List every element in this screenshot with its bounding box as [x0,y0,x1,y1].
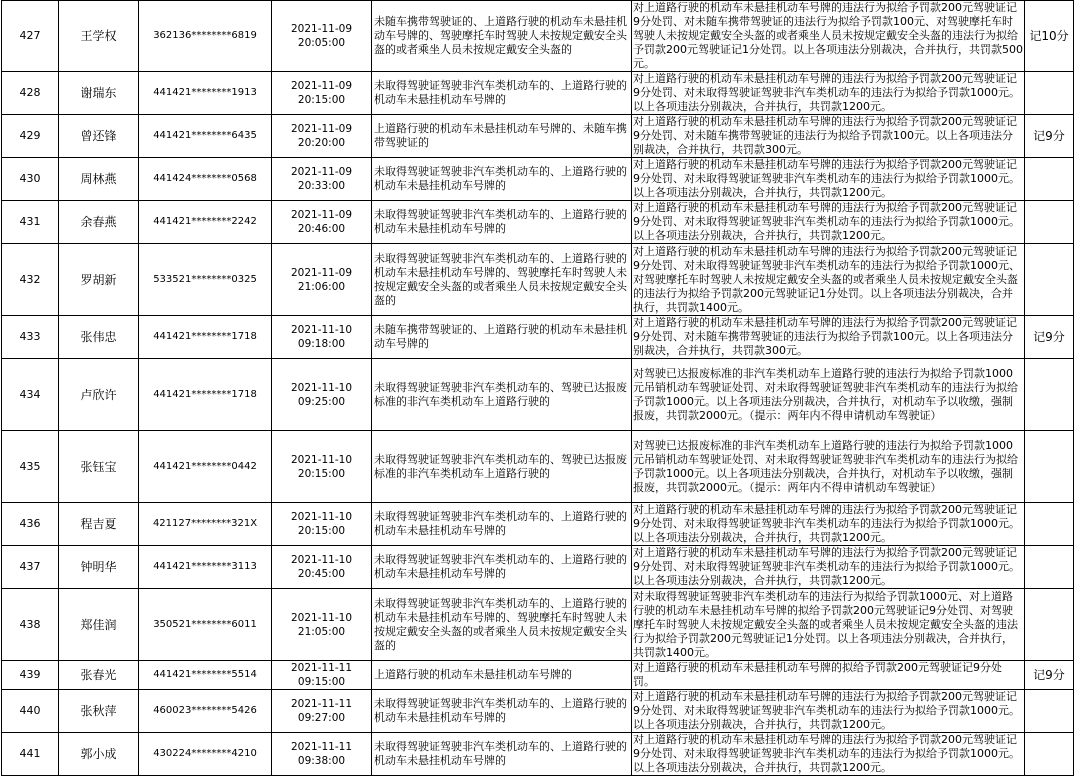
id-number-cell [139,546,272,589]
penalty-points: 记9分 [1033,668,1065,682]
id-number-cell [139,589,272,661]
row-number-cell [2,316,59,359]
id-number-cell [139,690,272,733]
violation-description: 未取得驾驶证驾驶非汽车类机动车的、上道路行驶的机动车未悬挂机动车号牌的 [374,553,627,580]
penalty-decision-cell [632,546,1025,589]
table-row [2,158,1074,201]
row-number: 435 [19,459,41,473]
violation-description-cell [372,359,632,431]
violation-date-cell [272,733,372,776]
person-name-cell [59,1,139,72]
violation-description: 未取得驾驶证驾驶非汽车类机动车的、上道路行驶的机动车未悬挂机动车号牌的、驾驶摩托车时驾驶人未按规定戴安全头盔的或者乘坐人员未按规定戴安全头盔的 [374,251,627,307]
person-name-cell [59,359,139,431]
date-text: 2021-11-09 [290,123,353,135]
violation-description-cell [372,690,632,733]
violation-description-cell [372,201,632,244]
time-text: 21:06:00 [297,280,346,293]
violation-date-cell [272,1,372,72]
violation-date-cell [272,201,372,244]
person-name: 张伟忠 [80,330,117,344]
violation-date-cell [272,72,372,115]
person-name: 曾还锋 [80,129,117,143]
penalty-decision-cell [632,1,1025,72]
penalty-decision-cell [632,431,1025,503]
id-number: 441421********2242 [153,216,257,227]
table-row [2,72,1074,115]
person-name: 张春光 [80,668,117,682]
time-text: 09:15:00 [297,676,346,688]
penalty-decision: 对驾驶已达报废标准的非汽车类机动车上道路行驶的违法行为拟给予罚款1000元吊销机动车驾驶证处罚、对未取得驾驶证驾驶非汽车类机动车的违法行为拟给予罚款1000元。以上各项违法分别裁决，合并执行，对机动车予以收缴，强制报废，共罚款2000元。（提示：两年内不得申请机动车驾驶证） [633,366,1018,422]
row-number: 434 [19,387,41,401]
violation-description-cell [372,316,632,359]
time-text: 09:38:00 [297,755,346,767]
person-name: 王学权 [80,29,117,43]
date-text: 2021-11-11 [290,698,353,710]
time-text: 20:33:00 [297,180,346,192]
person-name: 郑佳润 [80,617,117,632]
violation-description-cell [372,158,632,201]
row-number: 428 [19,86,41,99]
id-number-cell [139,244,272,316]
penalty-points: 记10分 [1029,29,1069,43]
row-number: 431 [19,215,41,228]
date-text: 2021-11-11 [290,662,353,674]
penalty-decision: 对上道路行驶的机动车未悬挂机动车号牌的拟给予罚款200元驾驶证记9分处罚。 [633,661,1002,688]
person-name-cell [59,661,139,690]
time-text: 20:05:00 [297,37,346,49]
table-row [2,431,1074,503]
person-name: 程吉夏 [80,517,117,531]
penalty-decision: 对上道路行驶的机动车未悬挂机动车号牌的违法行为拟给予罚款200元驾驶证记9分处罚、对未取得驾驶证驾驶非汽车类机动车的违法行为拟给予罚款1000元。以上各项违法分别裁决，合并执行，共罚款1200元。 [633,72,1020,113]
id-number: 441421********1718 [153,388,257,400]
date-text: 2021-11-10 [290,554,353,566]
table-row [2,733,1074,776]
penalty-points: 记9分 [1033,330,1065,344]
id-number-cell [139,661,272,690]
table-row [2,589,1074,661]
table-row [2,503,1074,546]
penalty-decision-cell [632,115,1025,158]
time-text: 09:25:00 [297,395,346,408]
row-number-cell [2,1,59,72]
row-number-cell [2,359,59,431]
violation-date-cell [272,431,372,503]
person-name-cell [59,690,139,733]
violation-description-cell [372,72,632,115]
id-number: 441421********3113 [153,561,257,572]
person-name-cell [59,546,139,589]
violation-description: 未取得驾驶证驾驶非汽车类机动车的、上道路行驶的机动车未悬挂机动车号牌的 [374,697,627,724]
violation-description-cell [372,733,632,776]
person-name: 罗胡新 [80,272,117,287]
id-number: 460023********5426 [153,705,257,716]
row-number: 427 [19,29,41,42]
row-number-cell [2,115,59,158]
id-number-cell [139,1,272,72]
row-number: 438 [19,617,41,631]
violation-description-cell [372,589,632,661]
person-name: 周林燕 [80,172,117,186]
table-row [2,661,1074,690]
table-row [2,1,1074,72]
date-text: 2021-11-10 [290,511,353,523]
person-name-cell [59,72,139,115]
penalty-points-cell [1025,316,1074,359]
penalty-points-cell [1025,733,1074,776]
violation-date-cell [272,503,372,546]
person-name: 张钰宝 [80,459,117,474]
id-number: 441424********0568 [153,173,257,184]
row-number: 430 [19,172,41,185]
penalty-decision: 对上道路行驶的机动车未悬挂机动车号牌的违法行为拟给予罚款200元驾驶证记9分处罚、对未随车携带驾驶证的违法行为拟给予罚款100元。以上各项违法分别裁决，合并执行，共罚款300元。 [633,316,1017,357]
violation-description: 未取得驾驶证驾驶非汽车类机动车的、驾驶已达报废标准的非汽车类机动车上道路行驶的 [374,380,627,408]
id-number-cell [139,359,272,431]
penalty-decision: 对上道路行驶的机动车未悬挂机动车号牌的违法行为拟给予罚款200元驾驶证记9分处罚、对未随车携带驾驶证的违法行为拟给予罚款100元、对驾驶摩托车时驾驶人未按规定戴安全头盔的或者乘坐人员未按规定戴安全头盔的违法行为拟给予罚款200元驾驶证记1分处罚。以上各项违法分别裁决，合并执行，共罚款500元。 [633,1,1023,70]
penalty-points-cell [1025,359,1074,431]
penalty-table [1,0,1074,776]
penalty-decision: 对上道路行驶的机动车未悬挂机动车号牌的违法行为拟给予罚款200元驾驶证记9分处罚、对未取得驾驶证驾驶非汽车类机动车的违法行为拟给予罚款1000元。以上各项违法分别裁决，合并执行，共罚款1200元。 [633,546,1020,587]
date-text: 2021-11-09 [290,266,353,279]
time-text: 09:27:00 [297,712,346,724]
penalty-decision: 对上道路行驶的机动车未悬挂机动车号牌的违法行为拟给予罚款200元驾驶证记9分处罚、对未取得驾驶证驾驶非汽车类机动车的违法行为拟给予罚款1000元、对驾驶摩托车时驾驶人未按规定戴安全头盔的或者乘坐人员未按规定戴安全头盔的违法行为拟给予罚款200元驾驶证记1分处罚。以上各项违法分别裁决，合并执行，共罚款1400元。 [633,244,1020,314]
id-number: 350521********6011 [153,618,257,630]
penalty-points-cell [1025,244,1074,316]
penalty-decision: 对上道路行驶的机动车未悬挂机动车号牌的违法行为拟给予罚款200元驾驶证记9分处罚、对未取得驾驶证驾驶非汽车类机动车的违法行为拟给予罚款1000元。以上各项违法分别裁决，合并执行，共罚款1200元。 [633,158,1020,199]
violation-description: 未取得驾驶证驾驶非汽车类机动车的、上道路行驶的机动车未悬挂机动车号牌的 [374,208,627,235]
penalty-decision: 对上道路行驶的机动车未悬挂机动车号牌的违法行为拟给予罚款200元驾驶证记9分处罚、对未取得驾驶证驾驶非汽车类机动车的违法行为拟给予罚款1000元。以上各项违法分别裁决，合并执行，共罚款1200元。 [633,733,1020,774]
row-number: 437 [19,560,41,573]
violation-description-cell [372,244,632,316]
id-number-cell [139,503,272,546]
penalty-points-cell [1025,158,1074,201]
penalty-decision-cell [632,733,1025,776]
date-text: 2021-11-09 [290,209,353,221]
violation-description: 未随车携带驾驶证的、上道路行驶的机动车未悬挂机动车号牌的 [374,323,627,350]
id-number-cell [139,115,272,158]
id-number: 441421********1718 [153,331,257,342]
penalty-decision-cell [632,244,1025,316]
table-row [2,546,1074,589]
person-name-cell [59,158,139,201]
person-name: 卢欣许 [80,387,117,402]
violation-date-cell [272,244,372,316]
table-row [2,201,1074,244]
penalty-decision-cell [632,72,1025,115]
row-number-cell [2,589,59,661]
row-number-cell [2,201,59,244]
row-number: 441 [19,747,41,760]
violation-description: 未取得驾驶证驾驶非汽车类机动车的、上道路行驶的机动车未悬挂机动车号牌的 [374,510,627,537]
penalty-decision: 对未取得驾驶证驾驶非汽车类机动车的违法行为拟给予罚款1000元、对上道路行驶的机动车未悬挂机动车号牌的拟给予罚款200元驾驶证记9分处罚、对驾驶摩托车时驾驶人未按规定戴安全头盔的或者乘坐人员未按规定戴安全头盔的违法行为拟给予罚款200元驾驶证记1分处罚。以上各项违法分别裁决，合并执行，共罚款1400元。 [633,589,1018,659]
violation-description: 未取得驾驶证驾驶非汽车类机动车的、上道路行驶的机动车未悬挂机动车号牌的、驾驶摩托车时驾驶人未按规定戴安全头盔的或者乘坐人员未按规定戴安全头盔的 [374,596,627,652]
row-number: 429 [19,129,41,142]
penalty-decision: 对上道路行驶的机动车未悬挂机动车号牌的违法行为拟给予罚款200元驾驶证记9分处罚、对未随车携带驾驶证的违法行为拟给予罚款100元。以上各项违法分别裁决，合并执行，共罚款300元。 [633,115,1017,156]
date-text: 2021-11-09 [290,166,353,178]
time-text: 21:05:00 [297,625,346,638]
table-row [2,244,1074,316]
id-number-cell [139,316,272,359]
person-name: 钟明华 [80,560,117,574]
id-number: 441421********5514 [153,669,257,680]
row-number-cell [2,733,59,776]
violation-description: 上道路行驶的机动车未悬挂机动车号牌的、未随车携带驾驶证的 [374,122,627,149]
table-row [2,316,1074,359]
row-number: 432 [19,272,41,286]
date-text: 2021-11-10 [290,611,353,624]
penalty-points: 记9分 [1033,129,1065,143]
penalty-decision-cell [632,503,1025,546]
violation-description: 未取得驾驶证驾驶非汽车类机动车的、驾驶已达报废标准的非汽车类机动车上道路行驶的 [374,452,627,480]
violation-date-cell [272,158,372,201]
violation-date-cell [272,359,372,431]
violation-description-cell [372,503,632,546]
person-name: 郭小成 [80,747,117,761]
row-number-cell [2,431,59,503]
violation-description: 未随车携带驾驶证的、上道路行驶的机动车未悬挂机动车号牌的、驾驶摩托车时驾驶人未按规定戴安全头盔的或者乘坐人员未按规定戴安全头盔的 [374,15,627,56]
violation-description-cell [372,661,632,690]
row-number-cell [2,690,59,733]
person-name: 谢瑞东 [80,86,117,100]
id-number: 430224********4210 [153,748,257,759]
id-number-cell [139,201,272,244]
penalty-decision-cell [632,201,1025,244]
penalty-decision: 对驾驶已达报废标准的非汽车类机动车上道路行驶的违法行为拟给予罚款1000元吊销机动车驾驶证处罚、对未取得驾驶证驾驶非汽车类机动车的违法行为拟给予罚款1000元。以上各项违法分别裁决，合并执行，对机动车予以收缴，强制报废，共罚款2000元。（提示：两年内不得申请机动车驾驶证） [633,438,1018,494]
penalty-decision-cell [632,690,1025,733]
time-text: 20:46:00 [297,223,346,235]
violation-date-cell [272,546,372,589]
table-row [2,115,1074,158]
id-number: 441421********0442 [153,460,257,472]
id-number-cell [139,431,272,503]
violation-description-cell [372,1,632,72]
time-text: 09:18:00 [297,338,346,350]
table-body [2,1,1074,776]
person-name-cell [59,115,139,158]
row-number-cell [2,244,59,316]
time-text: 20:45:00 [297,568,346,580]
person-name-cell [59,201,139,244]
penalty-decision: 对上道路行驶的机动车未悬挂机动车号牌的违法行为拟给予罚款200元驾驶证记9分处罚、对未取得驾驶证驾驶非汽车类机动车的违法行为拟给予罚款1000元。以上各项违法分别裁决，合并执行，共罚款1200元。 [633,201,1020,242]
violation-date-cell [272,690,372,733]
id-number: 441421********6435 [153,130,257,141]
id-number-cell [139,72,272,115]
violation-description: 未取得驾驶证驾驶非汽车类机动车的、上道路行驶的机动车未悬挂机动车号牌的 [374,740,627,767]
violation-description-cell [372,546,632,589]
violation-description: 未取得驾驶证驾驶非汽车类机动车的、上道路行驶的机动车未悬挂机动车号牌的 [374,165,627,192]
table-row [2,690,1074,733]
table-row [2,359,1074,431]
penalty-points-cell [1025,503,1074,546]
row-number-cell [2,158,59,201]
time-text: 20:15:00 [297,94,346,106]
penalty-points-cell [1025,431,1074,503]
id-number: 421127********321X [152,518,258,529]
date-text: 2021-11-10 [290,381,353,394]
person-name-cell [59,316,139,359]
date-text: 2021-11-11 [290,741,353,753]
time-text: 20:15:00 [297,525,346,537]
date-text: 2021-11-10 [290,324,353,336]
penalty-decision-cell [632,158,1025,201]
violation-description-cell [372,115,632,158]
time-text: 20:15:00 [297,467,346,480]
person-name: 张秋萍 [80,704,117,718]
penalty-points-cell [1025,589,1074,661]
penalty-decision-cell [632,589,1025,661]
row-number-cell [2,503,59,546]
id-number-cell [139,158,272,201]
person-name-cell [59,733,139,776]
penalty-points-cell [1025,201,1074,244]
violation-date-cell [272,115,372,158]
person-name-cell [59,431,139,503]
penalty-points-cell [1025,690,1074,733]
penalty-decision-cell [632,316,1025,359]
date-text: 2021-11-09 [290,80,353,92]
person-name: 余春燕 [80,215,117,229]
person-name-cell [59,503,139,546]
time-text: 20:20:00 [297,137,346,149]
date-text: 2021-11-10 [290,453,353,466]
penalty-points-cell [1025,115,1074,158]
penalty-points-cell [1025,546,1074,589]
penalty-decision-cell [632,359,1025,431]
row-number-cell [2,546,59,589]
person-name-cell [59,589,139,661]
id-number: 533521********0325 [153,273,257,285]
row-number-cell [2,72,59,115]
penalty-points-cell [1025,661,1074,690]
penalty-decision-cell [632,661,1025,690]
id-number: 441421********1913 [153,87,257,98]
id-number-cell [139,733,272,776]
violation-date-cell [272,589,372,661]
violation-description: 未取得驾驶证驾驶非汽车类机动车的、上道路行驶的机动车未悬挂机动车号牌的 [374,79,627,106]
violation-date-cell [272,316,372,359]
penalty-points-cell [1025,1,1074,72]
id-number: 362136********6819 [153,30,257,41]
penalty-decision: 对上道路行驶的机动车未悬挂机动车号牌的违法行为拟给予罚款200元驾驶证记9分处罚、对未取得驾驶证驾驶非汽车类机动车的违法行为拟给予罚款1000元。以上各项违法分别裁决，合并执行，共罚款1200元。 [633,503,1020,544]
violation-description: 上道路行驶的机动车未悬挂机动车号牌的 [374,668,572,681]
row-number: 436 [19,517,41,530]
date-text: 2021-11-09 [290,23,353,35]
row-number: 440 [19,704,41,717]
violation-description-cell [372,431,632,503]
person-name-cell [59,244,139,316]
penalty-decision: 对上道路行驶的机动车未悬挂机动车号牌的违法行为拟给予罚款200元驾驶证记9分处罚、对未取得驾驶证驾驶非汽车类机动车的违法行为拟给予罚款1000元。以上各项违法分别裁决，合并执行，共罚款1200元。 [633,690,1020,731]
penalty-points-cell [1025,72,1074,115]
row-number-cell [2,661,59,690]
row-number: 433 [19,330,41,343]
violation-date-cell [272,661,372,690]
row-number: 439 [19,668,41,681]
